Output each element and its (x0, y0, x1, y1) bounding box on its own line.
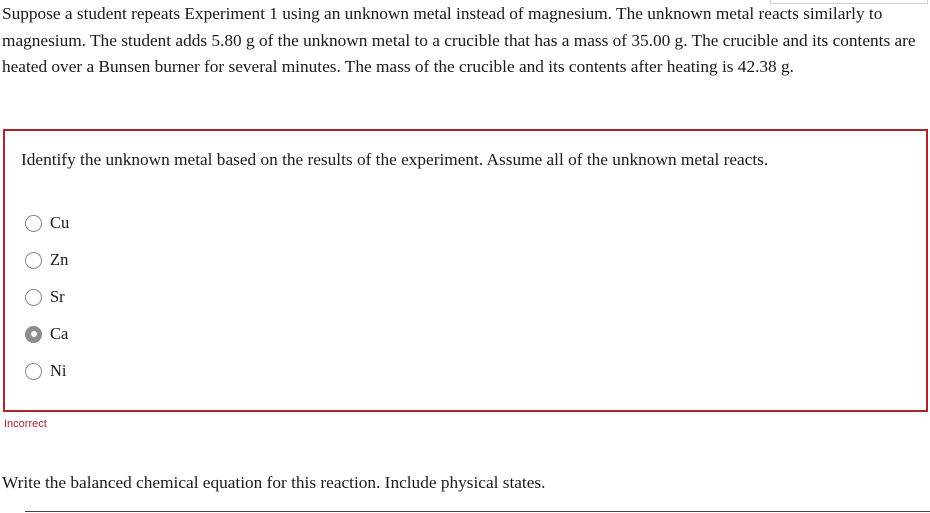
question-prompt: Identify the unknown metal based on the results of the experiment. Assume all of the unknown metal reacts. (21, 150, 769, 169)
radio-button-icon[interactable] (25, 215, 42, 232)
option-label: Zn (50, 250, 69, 269)
option-label: Sr (50, 287, 65, 306)
option-zn[interactable] (25, 248, 68, 272)
option-label: Ni (50, 361, 67, 380)
radio-button-icon[interactable] (25, 363, 42, 380)
question-box (3, 129, 928, 412)
option-sr[interactable] (25, 285, 65, 309)
option-ni[interactable] (25, 359, 67, 383)
option-cu[interactable] (25, 211, 69, 235)
radio-button-selected-icon[interactable] (25, 326, 42, 343)
radio-button-icon[interactable] (25, 289, 42, 306)
answer-input-edge[interactable] (25, 511, 930, 512)
next-question-prompt: Write the balanced chemical equation for this reaction. Include physical states. (2, 473, 546, 492)
experiment-description: Suppose a student repeats Experiment 1 using an unknown metal instead of magnesium. The unknown metal reacts similarly to magnesium. The student adds 5.80 g of the unknown metal to a crucible that has a mass of 35.00 g. The crucible and its contents are heated over a Bunsen burner for several minutes. The mass of the crucible and its contents after heating is 42.38 g. (2, 4, 916, 76)
feedback-incorrect: Incorrect (4, 418, 47, 430)
option-ca[interactable] (25, 322, 68, 346)
option-label: Ca (50, 324, 69, 343)
radio-button-icon[interactable] (25, 252, 42, 269)
option-label: Cu (50, 213, 70, 232)
